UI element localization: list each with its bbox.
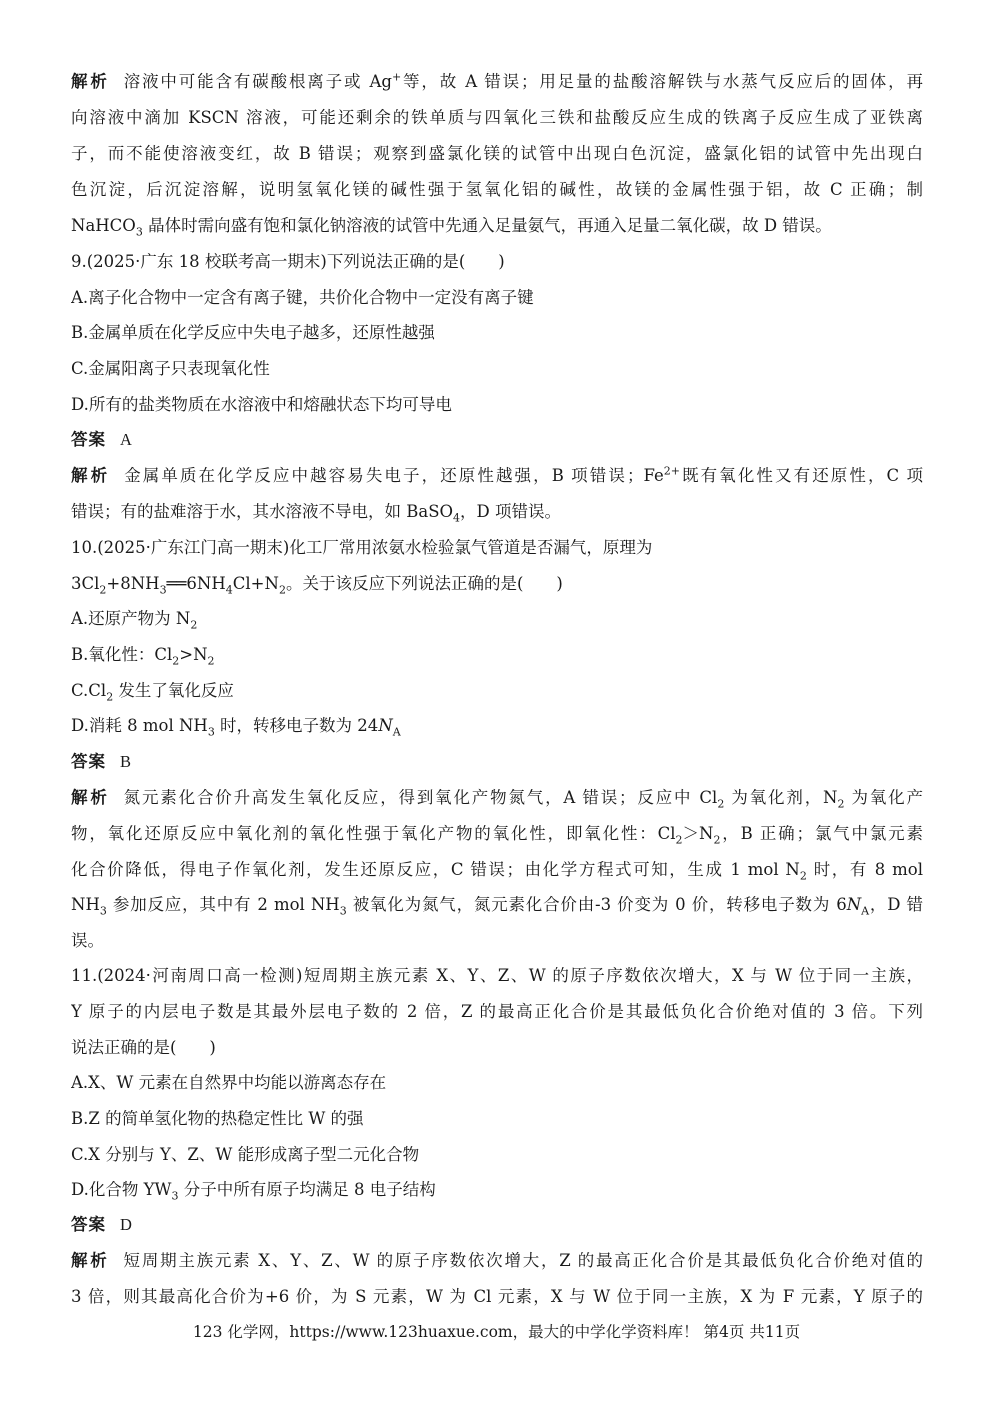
- text-line: 错误；有的盐难溶于水，其水溶液不导电，如 BaSO$_4$，D 项错误。: [71, 502, 562, 524]
- text-line: 化合价降低，得电子作氧化剂，发生还原反应，C 错误；由化学方程式可知，生成 1 mol $N_2$ 时，有 8 mol: [71, 860, 923, 882]
- text-line: 色沉淀，后沉淀溶解，说明氢氧化镁的碱性强于氢氧化铝的碱性，故镁的金属性强于铝，故 C 正确；制: [71, 180, 923, 199]
- text-line: B.氧化性：$Cl_2>N_2$: [71, 645, 215, 667]
- text-line: A.还原产物为 $N_2$: [71, 609, 198, 631]
- text-line: D.所有的盐类物质在水溶液中和熔融状态下均可导电: [71, 395, 452, 414]
- page-footer: 123 化学网，https://www.123huaxue.com，最大的中学化学资料库！ 第4页 共11页: [192, 1323, 801, 1341]
- text-line: 11.(2024·河南周口高一检测)短周期主族元素 X、Y、Z、W 的原子序数依次增大，X 与 W 位于同一主族，: [71, 966, 923, 985]
- text-line: NaHCO$_3$ 晶体时需向盛有饱和氯化钠溶液的试管中先通入足量氨气，再通入足量二氧化碳，故 D 错误。: [71, 216, 832, 238]
- text-line: Y 原子的内层电子数是其最外层电子数的 2 倍，Z 的最高正化合价是其最低负化合价绝对值的 3 倍。下列: [71, 1002, 923, 1021]
- text-line: 答案 D: [71, 1215, 132, 1234]
- text-line: D.化合物 $YW_3$ 分子中所有原子均满足 8 电子结构: [71, 1180, 436, 1202]
- text-line: 向溶液中滴加 KSCN 溶液，可能还剩余的铁单质与四氧化三铁和盐酸反应生成的铁离子反应生成了亚铁离: [71, 108, 923, 127]
- text-line: 误。: [71, 931, 104, 950]
- text-line: C.金属阳离子只表现氧化性: [71, 359, 270, 378]
- text-line: 9.(2025·广东 18 校联考高一期末)下列说法正确的是( ): [71, 252, 505, 271]
- text-line: 答案 B: [71, 752, 132, 771]
- text-line: $NH_3$ 参加反应，其中有 2 mol $NH_3$ 被氧化为氮气，氮元素化合价由-3 价变为 0 价，转移电子数为 $6N_A$，D 错: [71, 895, 923, 917]
- text-line: $C.Cl_2$ 发生了氧化反应: [71, 681, 234, 703]
- text-line: 物，氧化还原反应中氧化剂的氧化性强于氧化产物的氧化性，即氧化性：$Cl_2>N_2$，B 正确；氯气中氯元素: [71, 824, 923, 846]
- text-line: 解析 氮元素化合价升高发生氧化反应，得到氧化产物氮气，A 错误；反应中 $Cl_2$ 为氧化剂，$N_2$ 为氧化产: [71, 788, 923, 810]
- text-line: 子，而不能使溶液变红，故 B 错误；观察到盛氯化镁的试管中出现白色沉淀，盛氯化铝的试管中先出现白: [71, 144, 923, 163]
- text-line: B.金属单质在化学反应中失电子越多，还原性越强: [71, 323, 435, 342]
- text-line: A.离子化合物中一定含有离子键，共价化合物中一定没有离子键: [71, 288, 534, 307]
- text-line: $3Cl_2+8NH_3══6NH_4Cl+N_2$。关于该反应下列说法正确的是( ): [71, 574, 563, 596]
- text-line: 解析 溶液中可能含有碳酸根离子或 Ag+等，故 A 错误；用足量的盐酸溶解铁与水蒸气反应后的固体，再: [71, 70, 923, 91]
- text-line: A.X、W 元素在自然界中均能以游离态存在: [71, 1073, 387, 1092]
- text-line: 说法正确的是( ): [71, 1038, 216, 1057]
- text-line: 解析 短周期主族元素 X、Y、Z、W 的原子序数依次增大，Z 的最高正化合价是其最低负化合价绝对值的: [71, 1251, 923, 1270]
- text-line: 答案 A: [71, 430, 132, 449]
- text-line: 3 倍，则其最高化合价为+6 价，为 S 元素，W 为 Cl 元素，X 与 W 位于同一主族，X 为 F 元素，Y 原子的: [71, 1287, 923, 1306]
- text-line: 10.(2025·广东江门高一期末)化工厂常用浓氨水检验氯气管道是否漏气，原理为: [71, 538, 653, 557]
- text-line: C.X 分别与 Y、Z、W 能形成离子型二元化合物: [71, 1145, 420, 1164]
- text-line: 解析 金属单质在化学反应中越容易失电子，还原性越强，B 项错误；$Fe^{2+}$既有氧化性又有还原性，C 项: [71, 464, 923, 485]
- text-line: B.Z 的简单氢化物的热稳定性比 W 的强: [71, 1109, 364, 1128]
- text-line: D.消耗 8 mol $NH_3$ 时，转移电子数为 $24N_A$: [71, 716, 401, 738]
